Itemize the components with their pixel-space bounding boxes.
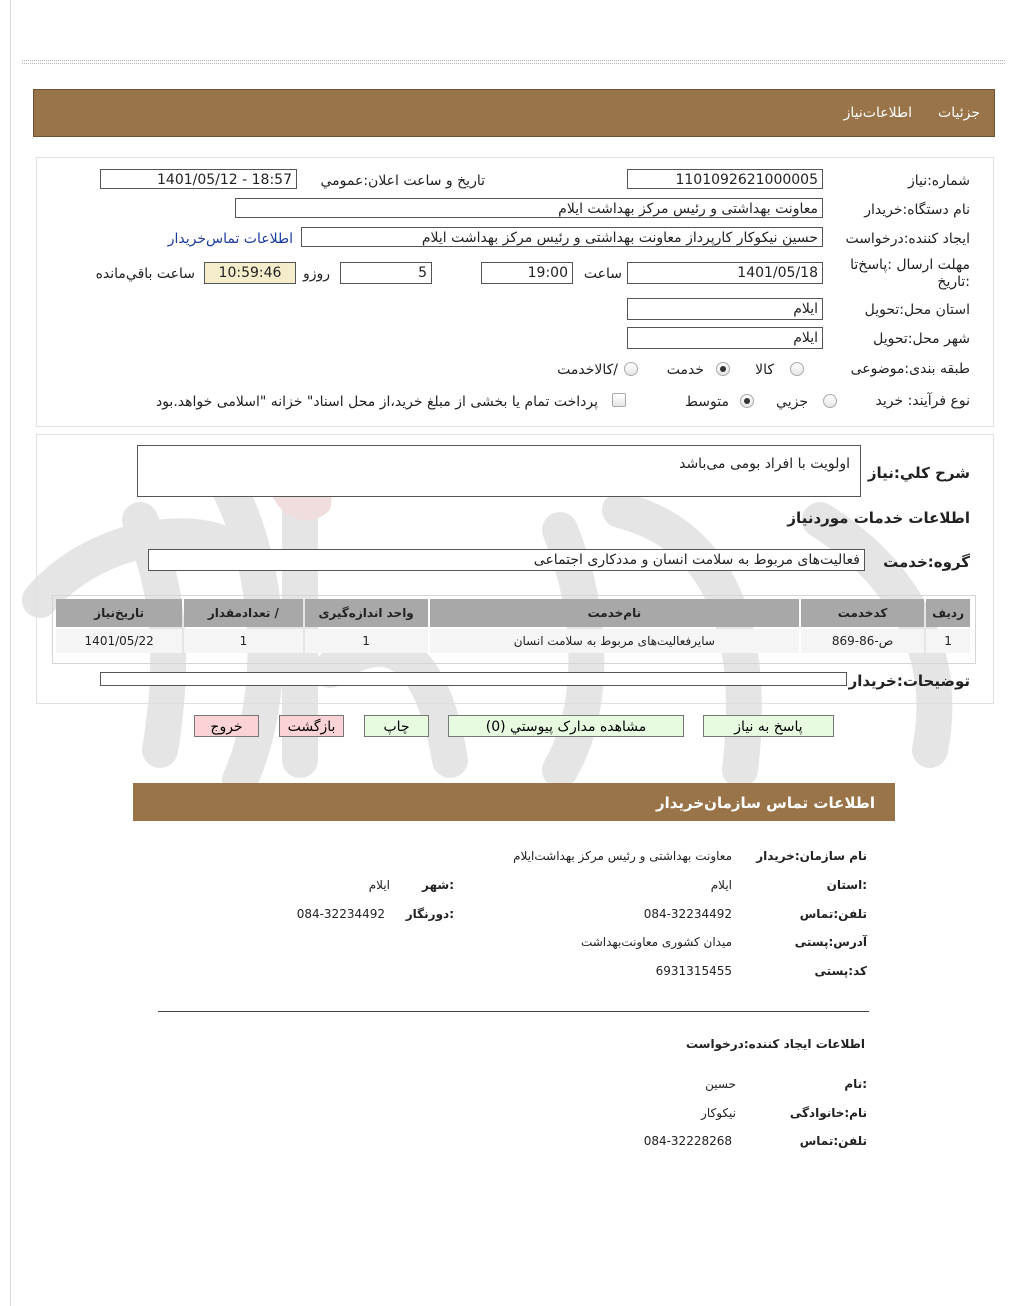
deadline-label: مهلت ارسال :پاسخ‌تا [850, 257, 970, 273]
top-dotted-divider [22, 60, 1005, 61]
city-field: ایلام [627, 327, 823, 349]
left-border-line [10, 0, 11, 1306]
remaining-time-field: 10:59:46 [204, 262, 296, 284]
creator-first-name-value: حسین [705, 1077, 736, 1091]
contact-address-value: میدان کشوری معاونت‌بهداشت [580, 935, 732, 949]
creator-field: حسین نیکوکار کارپرداز معاونت بهداشتی و رئیس مرکز بهداشت ایلام [301, 227, 823, 247]
description-label: شرح کلي:نياز [867, 464, 970, 482]
contact-city-label: :شهر [422, 878, 454, 892]
reply-button[interactable]: پاسخ به نياز [703, 715, 834, 737]
col-header-unit: واحد اندازه‌گيری [305, 599, 428, 627]
category-radio-goods[interactable] [790, 362, 804, 376]
contact-header-bar [133, 783, 895, 821]
buyer-notes-label: توضيحات:خريدار [848, 672, 970, 690]
print-button[interactable]: چاپ [364, 715, 429, 737]
attachments-button[interactable]: مشاهده مدارک پيوستي (0) [448, 715, 684, 737]
process-option-medium: متوسط [685, 394, 729, 410]
contact-address-label: آدرس:پستی [794, 935, 867, 949]
service-group-field: فعالیت‌های مربوط به سلامت انسان و مددکاری اجتماعی [148, 549, 865, 571]
services-table [54, 597, 972, 655]
cell-quantity: 1 [184, 629, 302, 653]
days-field: 5 [340, 262, 432, 284]
buyer-contact-link[interactable]: اطلاعات تماس‌خريدار [167, 231, 293, 247]
announce-field: 1401/05/12 - 18:57 [100, 169, 297, 189]
creator-last-name-label: نام:خانوادگی [789, 1106, 867, 1120]
contact-header-title: اطلاعات تماس سازمان‌خريدار [655, 794, 875, 812]
contact-phone-label: تلفن:تماس [799, 907, 867, 921]
day-label: روزو [302, 266, 330, 282]
creator-last-name-value: نیکوکار [701, 1106, 736, 1120]
payment-checkbox[interactable] [612, 393, 626, 407]
contact-province-label: :استان [826, 878, 867, 892]
contact-postal-label: کد:پستی [814, 964, 867, 978]
cell-need-date: 1401/05/22 [56, 629, 182, 653]
buyer-org-field: معاونت بهداشتی و رئیس مرکز بهداشت ایلام [235, 198, 823, 218]
category-radio-goods-service[interactable] [624, 362, 638, 376]
tab-header-bar [33, 89, 995, 137]
services-section-title: اطلاعات خدمات موردنياز [787, 509, 970, 527]
category-radio-service[interactable] [716, 362, 730, 376]
category-option-goods-service: /کالاخدمت [557, 362, 618, 378]
cell-row-number: 1 [926, 629, 970, 653]
tab-need-info[interactable]: اطلاعات‌نیاز [843, 105, 912, 121]
contact-fax-value: 084-32234492 [296, 907, 385, 921]
deadline-label-2: :تاريخ [937, 274, 970, 290]
col-header-date: تاريخ‌نياز [56, 599, 182, 627]
description-field: اولویت با افراد بومی می‌باشد [137, 445, 861, 497]
announce-label: تاریخ و ساعت اعلان:عمومي [320, 173, 485, 189]
col-header-qty: / تعدادمقدار [184, 599, 302, 627]
hour-label: ساعت [583, 266, 622, 282]
deadline-date-field: 1401/05/18 [627, 262, 823, 284]
back-button[interactable]: بازگشت [279, 715, 344, 737]
process-radio-minor[interactable] [823, 394, 837, 408]
process-radio-medium[interactable] [740, 394, 754, 408]
need-number-field: 1101092621000005 [627, 169, 823, 189]
org-name-value: معاونت بهداشتی و رئیس مرکز بهداشت‌ایلام [513, 849, 732, 863]
creator-first-name-label: :نام [844, 1077, 867, 1091]
remaining-label: ساعت باقي‌مانده [95, 266, 195, 282]
contact-divider [158, 1011, 869, 1012]
category-option-goods: کالا [755, 362, 774, 378]
payment-note: پرداخت تمام یا بخشی از مبلغ خرید،از محل اسناد" خزانه "اسلامی خواهد.بود [155, 394, 598, 410]
category-label: طبقه بندی:موضوعی [850, 361, 970, 377]
org-name-label: نام سازمان:خریدار [756, 849, 867, 863]
creator-label: ايجاد کننده:درخواست [845, 231, 970, 247]
contact-province-value: ایلام [710, 878, 732, 892]
service-group-label: گروه:خدمت [883, 553, 970, 571]
need-number-label: شماره:نیاز [907, 173, 970, 189]
creator-phone-label: تلفن:تماس [799, 1134, 867, 1148]
province-label: استان محل:تحويل [864, 302, 970, 318]
buyer-notes-field [100, 672, 847, 686]
province-field: ایلام [627, 298, 823, 320]
col-header-code: کدخدمت [801, 599, 924, 627]
cell-unit: 1 [305, 629, 428, 653]
cell-service-code: ص-86-869 [801, 629, 924, 653]
deadline-time-field: 19:00 [481, 262, 573, 284]
table-row [56, 629, 970, 653]
exit-button[interactable]: خروج [194, 715, 259, 737]
buyer-org-label: نام دستگاه:خريدار [864, 202, 970, 218]
col-header-row: رديف [926, 599, 970, 627]
creator-phone-value: 084-32228268 [643, 1134, 732, 1148]
creator-info-header: اطلاعات ایجاد کننده:درخواست [685, 1037, 865, 1051]
city-label: شهر محل:تحويل [873, 331, 970, 347]
contact-fax-label: :دورنگار [405, 907, 454, 921]
top-dotted-divider-2 [22, 63, 1005, 64]
cell-service-name: سایرفعالیت‌های مربوط به سلامت انسان [430, 629, 799, 653]
col-header-name: نام‌خدمت [430, 599, 799, 627]
contact-postal-value: 6931315455 [655, 964, 732, 978]
process-label: نوع فرآيند: خريد [875, 393, 970, 409]
tab-details[interactable]: جزئیات [938, 105, 980, 121]
process-option-minor: جزيي [776, 394, 808, 410]
contact-city-value: ایلام [368, 878, 390, 892]
contact-phone-value: 084-32234492 [643, 907, 732, 921]
category-option-service: خدمت [666, 362, 704, 378]
